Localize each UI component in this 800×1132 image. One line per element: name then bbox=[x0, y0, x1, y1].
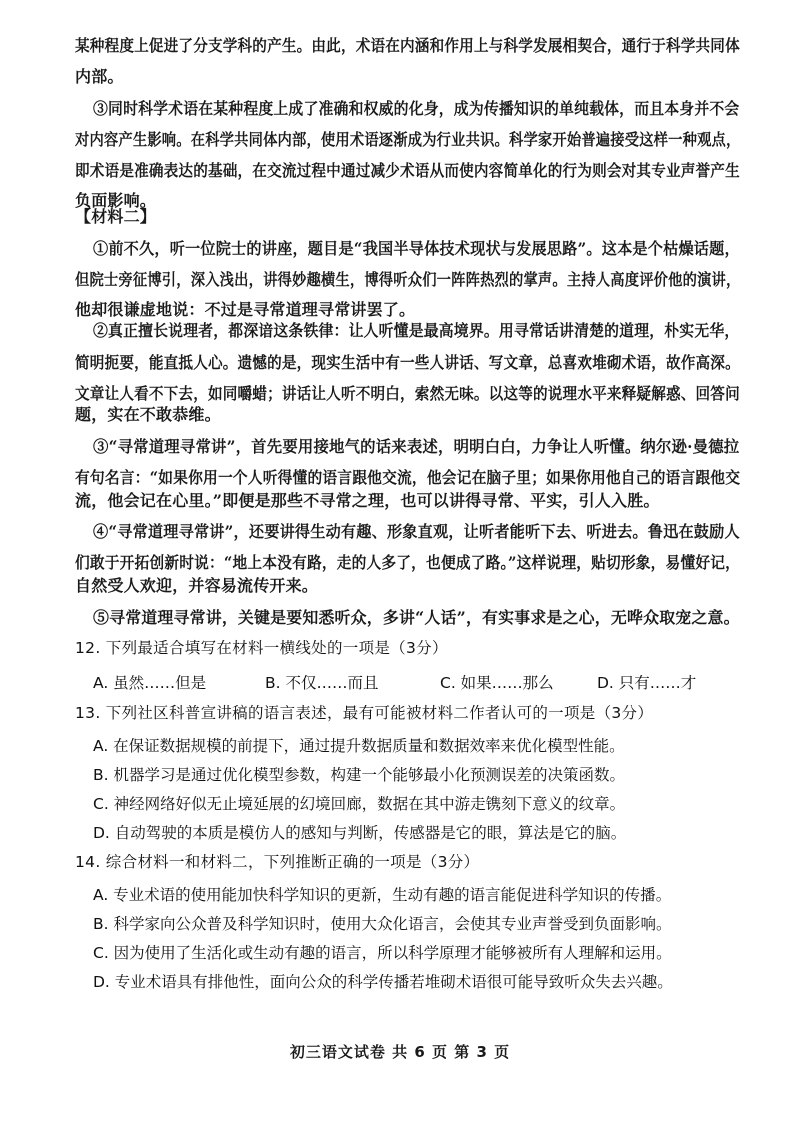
question-14-option-d: D. 专业术语具有排他性，面向公众的科学传播若堆砌术语很可能导致听众失去兴趣。 bbox=[93, 973, 673, 991]
text-line: 流，他会记在心里。”即便是那些不寻常之理，也可以讲得寻常、平实，引人入胜。 bbox=[75, 491, 660, 510]
text-line: 他却很谦虚地说：不过是寻常道理寻常讲罢了。 bbox=[75, 300, 416, 319]
text-line: 某种程度上促进了分支学科的产生。由此，术语在内涵和作用上与科学发展相契合，通行于科学共同体 bbox=[75, 36, 740, 55]
text-line: 题，实在不敢恭维。 bbox=[75, 405, 221, 424]
text-line: 对内容产生影响。在科学共同体内部，使用术语逐渐成为行业共识。科学家开始普遍接受这样一种观点， bbox=[75, 130, 741, 149]
section-heading: 【材料二】 bbox=[75, 207, 157, 226]
question-12-option-d: D. 只有……才 bbox=[597, 674, 697, 692]
text-line: 自然受人欢迎，并容易流传开来。 bbox=[75, 576, 319, 595]
question-13-stem: 13. 下列社区科普宣讲稿的语言表述，最有可能被材料二作者认可的一项是（3分） bbox=[75, 704, 654, 722]
page-footer: 初三语文试卷 共 6 页 第 3 页 bbox=[289, 1043, 511, 1061]
question-13-option-a: A. 在保证数据规模的前提下，通过提升数据质量和数据效率来优化模型性能。 bbox=[93, 737, 625, 755]
question-14-option-b: B. 科学家向公众普及科学知识时，使用大众化语言，会使其专业声誉受到负面影响。 bbox=[93, 915, 672, 933]
question-12-option-b: B. 不仅……而且 bbox=[265, 674, 379, 692]
question-14-option-c: C. 因为使用了生活化或生动有趣的语言，所以科学原理才能够被所有人理解和运用。 bbox=[93, 944, 672, 962]
text-line: 即术语是准确表达的基础，在交流过程中通过减少术语从而使内容简单化的行为则会对其专业声誉产生 bbox=[75, 161, 740, 180]
text-line: ③同时科学术语在某种程度上成了准确和权威的化身，成为传播知识的单纯载体，而且本身并不会 bbox=[93, 99, 740, 118]
text-line: ①前不久，听一位院士的讲座，题目是“我国半导体技术现状与发展思路”。这本是个枯燥话题， bbox=[93, 239, 740, 258]
text-line: ④“寻常道理寻常讲”，还要讲得生动有趣、形象直观，让听者能听下去、听进去。鲁迅在鼓励人 bbox=[93, 522, 740, 541]
text-line: ③“寻常道理寻常讲”，首先要用接地气的话来表述，明明白白，力争让人听懂。纳尔逊·曼德拉 bbox=[93, 437, 740, 456]
text-line: ⑤寻常道理寻常讲，关键是要知悉听众，多讲“人话”，有实事求是之心，无哗众取宠之意。 bbox=[93, 608, 740, 627]
question-13-option-b: B. 机器学习是通过优化模型参数，构建一个能够最小化预测误差的决策函数。 bbox=[93, 766, 625, 784]
text-line: 内部。 bbox=[75, 67, 124, 86]
text-line: 文章让人看不下去，如同嚼蜡；讲话让人听不明白，索然无味。以这等的说理水平来释疑解惑、回答问 bbox=[75, 384, 740, 403]
question-12-stem: 12. 下列最适合填写在材料一横线处的一项是（3分） bbox=[75, 639, 448, 657]
question-12-option-a: A. 虽然……但是 bbox=[93, 674, 207, 692]
question-12-option-c: C. 如果……那么 bbox=[440, 674, 554, 692]
text-line: 们敢于开拓创新时说：“地上本没有路，走的人多了，也便成了路。”这样说理，贴切形象，易懂好记， bbox=[75, 553, 740, 572]
text-line: 简明扼要，能直抵人心。遗憾的是，现实生活中有一些人讲话、写文章，总喜欢堆砌术语，故作高深。 bbox=[75, 353, 740, 372]
question-13-option-c: C. 神经网络好似无止境延展的幻境回廊，数据在其中游走镌刻下意义的纹章。 bbox=[93, 795, 626, 813]
text-line: 但院士旁征博引，深入浅出，讲得妙趣横生，博得听众们一阵阵热烈的掌声。主持人高度评价他的演讲， bbox=[75, 270, 741, 289]
question-14-option-a: A. 专业术语的使用能加快科学知识的更新，生动有趣的语言能促进科学知识的传播。 bbox=[93, 886, 672, 904]
text-line: 负面影响。 bbox=[75, 191, 157, 210]
text-line: ②真正擅长说理者，都深谙这条铁律：让人听懂是最高境界。用寻常话讲清楚的道理，朴实无华， bbox=[93, 321, 740, 340]
text-line: 有句名言：“如果你用一个人听得懂的语言跟他交流，他会记在脑子里；如果你用他自己的语言跟他交 bbox=[75, 468, 741, 487]
question-13-option-d: D. 自动驾驶的本质是模仿人的感知与判断，传感器是它的眼，算法是它的脑。 bbox=[93, 824, 627, 842]
question-14-stem: 14. 综合材料一和材料二，下列推断正确的一项是（3分） bbox=[75, 853, 480, 871]
